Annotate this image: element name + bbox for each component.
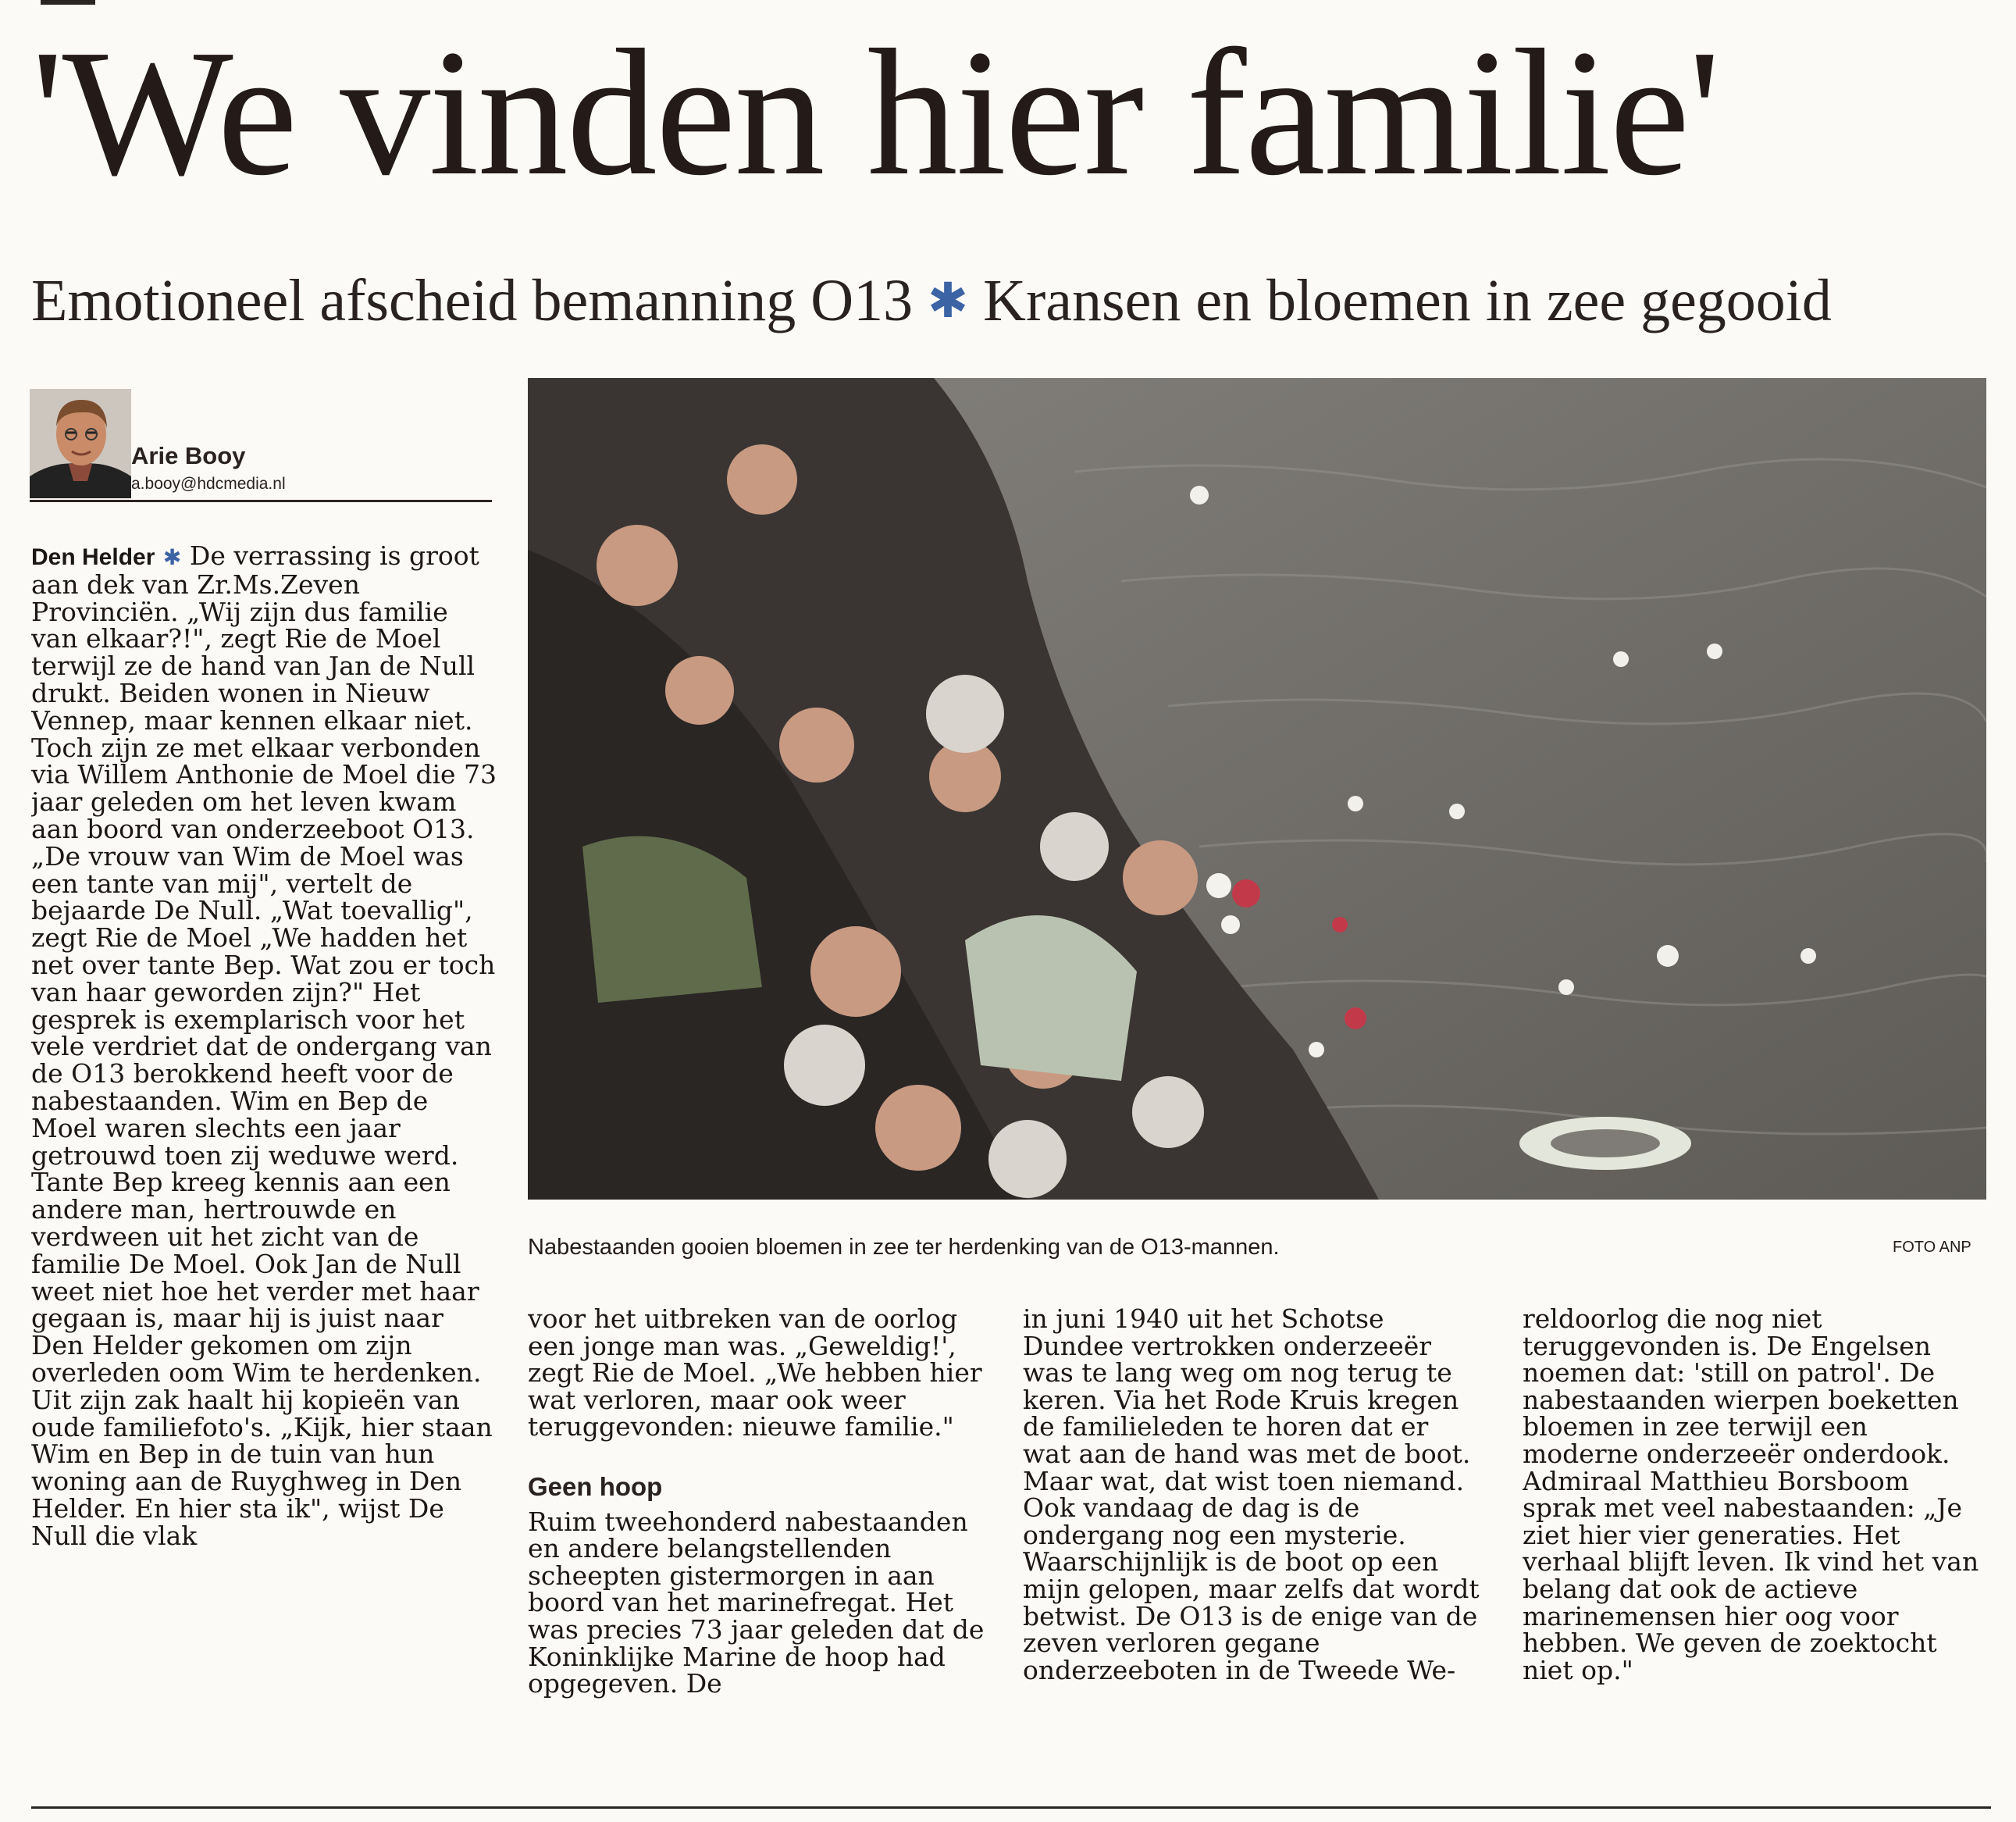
subheadline (31, 266, 1983, 336)
headline: 'We vinden hier familie' (31, 12, 1720, 213)
subheadline-left: Emotioneel afscheid bemanning O13 (31, 268, 914, 333)
news-photo (528, 378, 1986, 1200)
article-text: De verrassing is groot aan dek van Zr.Ms.Zeven Provinciën. „Wij zijn dus familie van elkaar?!", zegt Rie de Moel terwijl ze de hand van Jan de Null drukt. Beiden wonen in Nieuw Vennep, maar kennen elkaar niet. Toch zijn ze met elkaar verbonden via Willem Anthonie de Moel die 73 jaar geleden om het leven kwam aan boord van onderzeeboot O13. „De vrouw van Wim de Moel was een tante van mij", vertelt de bejaarde De Null. „Wat toevallig", zegt Rie de Moel „We hadden het net over tante Bep. Wat zou er toch van haar geworden zijn?" Het gesprek is exemplarisch voor het vele verdriet dat de ondergang van de O13 berokkend heeft voor de nabestaanden. Wim en Bep de Moel waren slechts een jaar getrouwd toen zij weduwe werd. Tante Bep kreeg kennis aan een andere man, hertrouwde en verdween uit het zicht van de familie De Moel. Ook Jan de Null weet niet hoe het verder met haar gegaan is, maar hij is juist naar Den Helder gekomen om zijn overleden oom Wim te herdenken. Uit zijn zak haalt hij kopieën van oude familiefoto's. „Kijk, hier staan Wim en Bep in de tuin van hun woning aan de Ruyghweg in Den Helder. En hier sta ik", wijst De Null die vlak (31, 543, 497, 1551)
asterisk-icon: ✱ (928, 272, 969, 329)
asterisk-icon: ✱ (162, 544, 182, 570)
article-column-4 (1523, 1306, 1983, 1743)
photo-caption: Nabestaanden gooien bloemen in zee ter herdenking van de O13-mannen. (528, 1235, 1280, 1260)
article-column-1 (31, 543, 500, 1745)
subheadline-right: Kransen en bloemen in zee gegooid (983, 268, 1832, 333)
article-paragraph-5: reldoorlog die nog niet teruggevonden is. De Engelsen noemen dat: 'still on patrol'. De nabestaanden wierpen boeketten bloemen in zee terwijl een moderne onderzeeër onderdook. Admiraal Matthieu Borsboom sprak met veel nabestaanden: „Je ziet hier vier generaties. Het verhaal blijft leven. Ik vind het van belang dat ook de actieve marinemensen hier oog voor hebben. We geven de zoektocht niet op." (1523, 1306, 1979, 1685)
byline-divider (30, 500, 492, 502)
article-paragraph-1 (31, 543, 500, 1549)
top-rule (41, 0, 95, 5)
author-email-link[interactable]: a.booy@hdcmedia.nl (131, 475, 286, 493)
article-column-3 (1023, 1306, 1484, 1743)
article-column-2 (528, 1306, 988, 1743)
article-paragraph-4: in juni 1940 uit het Schotse Dundee vertrokken onderzeeër was te lang weg om nog terug te keren. Via het Rode Kruis kregen de familieleden te horen dat er wat aan de hand was met de boot. Maar wat, dat wist toen niemand. Ook vandaag de dag is de ondergang nog een mysterie. Waarschijnlijk is de boot op een mijn gelopen, maar zelfs dat wordt betwist. De O13 is de enige van de zeven verloren gegane onderzeeboten in de Tweede We- (1023, 1306, 1480, 1685)
section-subtitle: Geen hoop (528, 1471, 663, 1501)
article-paragraph-2: voor het uitbreken van de oorlog een jonge man was. „Geweldig!', zegt Rie de Moel. „We hebben hier wat verloren, maar ook weer teruggevonden: nieuwe familie." (528, 1306, 982, 1442)
photo-credit: FOTO ANP (1893, 1239, 1971, 1256)
author-name: Arie Booy (131, 442, 246, 469)
article-paragraph-3: Ruim tweehonderd nabestaanden en andere belangstellenden scheepten gistermorgen in aan boord van het marinefregat. Het was precies 73 jaar geleden dat de Koninklijke Marine de hoop had opgegeven. De (528, 1506, 985, 1699)
author-avatar (30, 389, 131, 498)
dateline: Den Helder (31, 544, 155, 570)
bottom-rule (31, 1806, 1991, 1809)
